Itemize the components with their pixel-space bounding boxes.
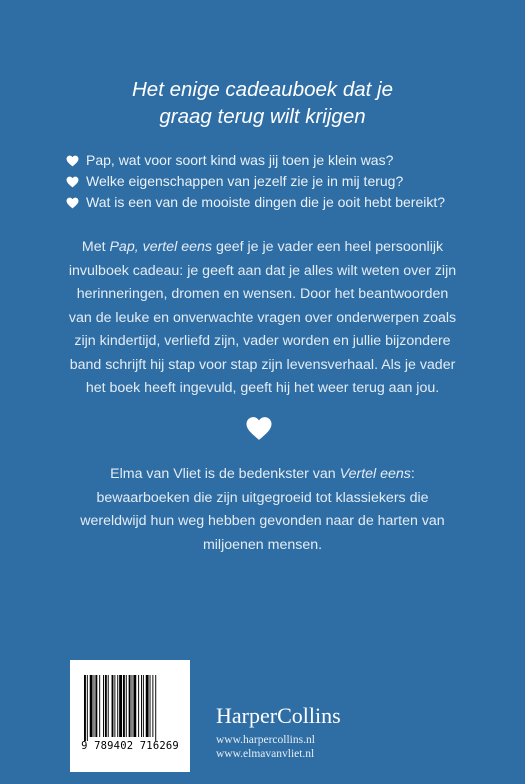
heart-icon xyxy=(66,155,79,167)
publisher-url: www.harpercollins.nl xyxy=(216,734,315,746)
description-line: van de leuke en onverwachte vragen over onderwerpen zoals xyxy=(68,309,457,326)
question-text: Welke eigenschappen van jezelf zie je in mij terug? xyxy=(86,173,404,189)
tagline-line: graag terug wilt krijgen xyxy=(159,105,366,128)
bio-line: bewaarboeken die zijn uitgegroeid tot klassiekers die xyxy=(96,489,429,506)
question-item xyxy=(66,171,486,192)
book-title: Pap, vertel eens xyxy=(109,239,212,255)
barcode-bars xyxy=(84,675,176,741)
question-text: Pap, wat voor soort kind was jij toen je klein was? xyxy=(86,152,394,168)
question-item xyxy=(66,150,486,171)
author-bio xyxy=(0,463,525,557)
bio-line xyxy=(0,463,525,487)
bio-text: Elma van Vliet is de bedenkster van xyxy=(110,466,340,482)
description-line: het boek heeft ingevuld, geeft hij het weer terug aan jou. xyxy=(85,380,440,396)
heart-divider-icon xyxy=(245,416,273,441)
description-line: band schrijft hij stap voor stap zijn levensverhaal. Als je vader xyxy=(69,356,456,373)
barcode xyxy=(70,660,190,772)
tagline xyxy=(0,76,525,130)
question-item xyxy=(66,192,486,213)
heart-icon xyxy=(66,176,79,188)
author-url: www.elmavanvliet.nl xyxy=(216,748,315,760)
bio-line: wereldwijd hun weg hebben gevonden naar de harten van xyxy=(80,513,445,529)
tagline-line: Het enige cadeauboek dat je xyxy=(131,78,393,101)
question-list xyxy=(66,150,486,213)
series-title: Vertel eens xyxy=(339,466,411,482)
description-text: Met xyxy=(81,239,110,255)
description-line xyxy=(0,236,525,260)
heart-icon xyxy=(66,197,79,209)
publisher-urls xyxy=(216,733,315,761)
bio-text: : xyxy=(410,466,415,482)
isbn-number: 9 789402 716269 xyxy=(81,740,179,752)
book-description xyxy=(0,236,525,401)
description-line: zijn kindertijd, verliefd zijn, vader worden en jullie bijzondere xyxy=(74,333,451,349)
description-text: geef je je vader een heel persoonlijk xyxy=(212,239,444,255)
description-line: herinneringen, dromen en wensen. Door het beantwoorden xyxy=(76,286,449,302)
publisher-logo: HarperCollins xyxy=(216,703,341,728)
bio-line: miljoenen mensen. xyxy=(202,536,323,553)
question-text: Wat is een van de mooiste dingen die je ooit hebt bereikt? xyxy=(86,194,446,210)
description-line: invulboek cadeau: je geeft aan dat je alles wilt weten over zijn xyxy=(68,262,457,279)
